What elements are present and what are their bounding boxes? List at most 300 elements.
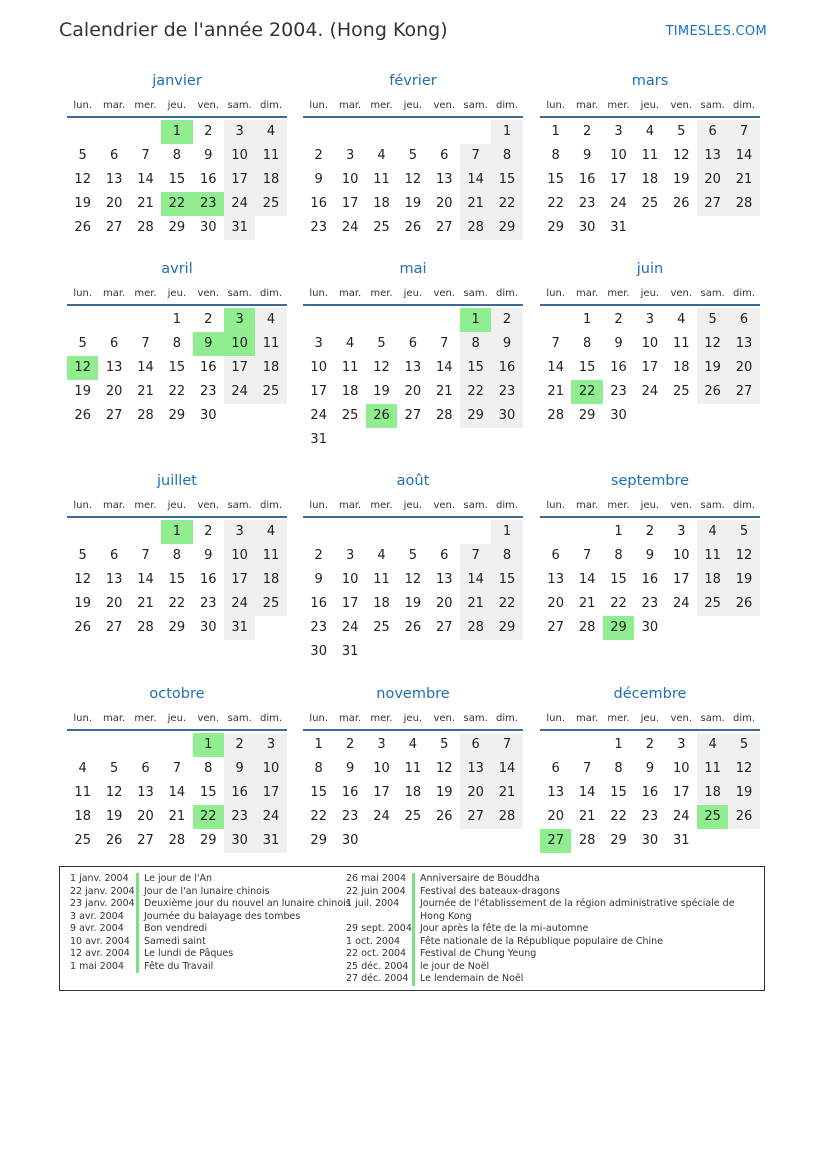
day-cell: 16: [610, 360, 627, 375]
day-cell: 27: [697, 192, 728, 216]
day-cell: 21: [137, 384, 154, 399]
legend-bar: [412, 898, 415, 911]
day-cell: 7: [551, 336, 560, 351]
day-cell: 16: [199, 572, 217, 587]
month-6: [67, 473, 287, 640]
weekday-label: ven.: [670, 713, 693, 724]
weekday-label: dim.: [496, 288, 519, 299]
day-cell: 23: [341, 809, 359, 824]
day-cell: 12: [67, 356, 98, 380]
day-cell: 27: [105, 408, 123, 423]
day-cell: 25: [255, 192, 286, 216]
weekday-label: dim.: [733, 500, 756, 511]
day-cell: 3: [377, 737, 386, 752]
empty-cell: [460, 829, 491, 853]
legend-row: [70, 948, 351, 961]
weekday-label: mer.: [607, 288, 630, 299]
legend-holiday-name: Journée de l'établissement de la région administrative spéciale de: [420, 898, 735, 909]
weekday-label: mar.: [575, 288, 599, 299]
day-cell: 17: [224, 168, 255, 192]
legend-bar: [412, 923, 415, 936]
weekday-label: ven.: [433, 500, 456, 511]
empty-cell: [98, 120, 129, 144]
day-cell: 14: [137, 572, 154, 587]
day-cell: 19: [404, 596, 422, 611]
weekday-label: lun.: [309, 100, 329, 111]
day-cell: 11: [404, 761, 422, 776]
legend-holiday-name: Hong Kong: [420, 910, 472, 922]
empty-cell: [130, 733, 161, 757]
weekday-label: lun.: [73, 288, 93, 299]
day-cell: 17: [310, 384, 327, 399]
weekday-label: jeu.: [640, 288, 660, 299]
day-cell: 1: [460, 308, 491, 332]
day-cell: 4: [377, 148, 386, 163]
day-cell: 20: [728, 356, 759, 380]
day-cell: 23: [199, 384, 217, 399]
day-cell: 26: [366, 404, 397, 428]
month-days: [303, 308, 523, 452]
legend-row: [346, 911, 735, 924]
day-cell: 23: [193, 192, 224, 216]
day-cell: 26: [672, 196, 690, 211]
month-7: [303, 473, 523, 664]
day-cell: 25: [74, 833, 91, 848]
day-cell: 9: [314, 572, 323, 587]
month-8: [540, 473, 760, 640]
day-cell: 18: [373, 196, 390, 211]
day-cell: 12: [404, 572, 422, 587]
day-cell: 29: [610, 833, 627, 848]
site-link[interactable]: TIMESLES.COM: [665, 24, 767, 39]
day-cell: 2: [314, 548, 323, 563]
weekday-header: [67, 96, 287, 116]
weekday-label: mar.: [102, 288, 126, 299]
day-cell: 29: [168, 220, 186, 235]
day-cell: 10: [224, 544, 255, 568]
legend-row: [346, 948, 735, 961]
empty-cell: [697, 616, 728, 640]
day-cell: 4: [645, 124, 654, 139]
day-cell: 2: [345, 737, 355, 752]
week-row: [540, 332, 760, 356]
day-cell: 24: [672, 596, 690, 611]
weekday-label: lun.: [546, 500, 566, 511]
empty-cell: [255, 216, 286, 240]
legend-bar: [136, 948, 139, 961]
legend-date: 22 juin 2004: [346, 885, 406, 897]
day-cell: 6: [141, 761, 150, 776]
legend-row: [70, 923, 351, 936]
day-cell: 13: [697, 144, 728, 168]
day-cell: 5: [728, 733, 759, 757]
weekday-label: lun.: [73, 713, 93, 724]
day-cell: 25: [255, 380, 286, 404]
day-cell: 2: [204, 524, 213, 539]
day-cell: 8: [204, 761, 213, 776]
day-cell: 6: [728, 308, 759, 332]
day-cell: 12: [404, 172, 422, 187]
day-cell: 29: [491, 216, 522, 240]
month-name: avril: [161, 261, 193, 277]
day-cell: 30: [310, 644, 327, 659]
empty-cell: [491, 640, 522, 664]
day-cell: 26: [404, 220, 422, 235]
week-row: [540, 592, 760, 616]
empty-cell: [540, 308, 571, 332]
legend-date: 23 janv. 2004: [70, 898, 135, 909]
day-cell: 28: [728, 192, 759, 216]
day-cell: 17: [672, 785, 690, 800]
day-cell: 4: [255, 120, 286, 144]
week-row: [540, 144, 760, 168]
weekday-label: sam.: [227, 713, 252, 724]
day-cell: 4: [677, 312, 686, 327]
day-cell: 6: [551, 548, 560, 563]
day-cell: 22: [610, 809, 627, 824]
week-row: [303, 120, 523, 144]
day-cell: 4: [255, 308, 286, 332]
week-row: [540, 380, 760, 404]
day-cell: 10: [373, 761, 390, 776]
day-cell: 26: [105, 833, 123, 848]
day-cell: 26: [404, 620, 422, 635]
day-cell: 5: [408, 548, 417, 563]
day-cell: 23: [578, 196, 596, 211]
day-cell: 19: [105, 809, 123, 824]
day-cell: 11: [255, 144, 286, 168]
day-cell: 22: [460, 380, 491, 404]
month-rule: [303, 516, 523, 518]
month-2: [540, 73, 760, 240]
day-cell: 9: [204, 548, 213, 563]
day-cell: 29: [168, 620, 186, 635]
day-cell: 13: [460, 757, 491, 781]
week-row: [540, 404, 760, 428]
day-cell: 16: [491, 356, 522, 380]
day-cell: 19: [74, 196, 91, 211]
day-cell: 3: [345, 148, 355, 163]
day-cell: 9: [224, 757, 255, 781]
weekday-label: mar.: [102, 713, 126, 724]
day-cell: 14: [435, 360, 453, 375]
month-rule: [540, 116, 760, 118]
day-cell: 31: [224, 216, 255, 240]
legend-bar: [136, 873, 139, 886]
day-cell: 3: [224, 520, 255, 544]
day-cell: 5: [440, 737, 449, 752]
day-cell: 4: [697, 520, 728, 544]
day-cell: 1: [582, 312, 592, 327]
weekday-label: mer.: [607, 713, 630, 724]
day-cell: 15: [168, 572, 186, 587]
legend-date: 1 oct. 2004: [346, 935, 401, 947]
day-cell: 11: [641, 148, 659, 163]
day-cell: 20: [105, 196, 123, 211]
week-row: [67, 144, 287, 168]
day-cell: 20: [404, 384, 422, 399]
day-cell: 24: [310, 408, 327, 423]
legend-row: [70, 898, 351, 911]
empty-cell: [460, 640, 491, 664]
day-cell: 21: [547, 384, 564, 399]
legend-bar: [136, 898, 139, 911]
day-cell: 14: [491, 757, 522, 781]
day-cell: 15: [491, 568, 522, 592]
empty-cell: [366, 308, 397, 332]
empty-cell: [303, 308, 334, 332]
weekday-label: jeu.: [640, 713, 660, 724]
day-cell: 7: [491, 733, 522, 757]
holiday-legend: [59, 866, 765, 991]
day-cell: 13: [435, 172, 453, 187]
day-cell: 28: [137, 408, 154, 423]
day-cell: 13: [547, 785, 564, 800]
week-row: [67, 120, 287, 144]
day-cell: 21: [137, 596, 154, 611]
week-row: [540, 168, 760, 192]
day-cell: 13: [547, 572, 564, 587]
empty-cell: [67, 520, 98, 544]
day-cell: 25: [373, 620, 390, 635]
empty-cell: [728, 616, 759, 640]
month-days: [540, 733, 760, 853]
day-cell: 21: [578, 596, 596, 611]
empty-cell: [666, 616, 697, 640]
legend-date: 22 janv. 2004: [70, 885, 135, 897]
month-name: septembre: [610, 473, 690, 489]
legend-row: [70, 911, 351, 924]
day-cell: 10: [341, 572, 359, 587]
day-cell: 15: [168, 172, 186, 187]
day-cell: 17: [341, 196, 359, 211]
day-cell: 28: [168, 833, 186, 848]
month-rule: [67, 729, 287, 731]
legend-row: [346, 936, 735, 949]
day-cell: 1: [161, 520, 192, 544]
weekday-label: sam.: [700, 288, 725, 299]
day-cell: 6: [109, 148, 119, 163]
day-cell: 20: [547, 596, 564, 611]
day-cell: 19: [404, 196, 422, 211]
weekday-label: mer.: [370, 713, 393, 724]
week-row: [67, 544, 287, 568]
month-name: juillet: [157, 473, 197, 489]
day-cell: 3: [677, 737, 686, 752]
month-name: octobre: [149, 686, 205, 702]
empty-cell: [460, 120, 491, 144]
day-cell: 24: [610, 196, 627, 211]
day-cell: 18: [641, 172, 659, 187]
day-cell: 29: [603, 616, 634, 640]
month-rule: [540, 516, 760, 518]
month-rule: [540, 304, 760, 306]
week-row: [540, 757, 760, 781]
day-cell: 17: [255, 781, 286, 805]
day-cell: 21: [728, 168, 759, 192]
day-cell: 24: [373, 809, 390, 824]
weekday-label: jeu.: [403, 500, 423, 511]
day-cell: 1: [172, 312, 181, 327]
day-cell: 20: [105, 596, 123, 611]
legend-row: [346, 961, 735, 974]
weekday-label: mar.: [575, 713, 599, 724]
day-cell: 1: [161, 120, 192, 144]
weekday-label: mer.: [370, 500, 393, 511]
day-cell: 9: [314, 172, 323, 187]
weekday-label: dim.: [733, 288, 756, 299]
week-row: [303, 216, 523, 240]
day-cell: 5: [78, 148, 87, 163]
day-cell: 5: [109, 761, 119, 776]
day-cell: 10: [610, 148, 627, 163]
day-cell: 19: [672, 172, 690, 187]
empty-cell: [697, 829, 728, 853]
day-cell: 13: [105, 572, 123, 587]
day-cell: 10: [224, 332, 255, 356]
day-cell: 23: [491, 380, 522, 404]
weekday-label: ven.: [670, 100, 693, 111]
legend-bar: [136, 886, 139, 899]
month-days: [67, 520, 287, 640]
day-cell: 18: [341, 384, 359, 399]
legend-holiday-name: Jour de l'an lunaire chinois: [144, 885, 270, 897]
day-cell: 24: [641, 384, 659, 399]
legend-date: 9 avr. 2004: [70, 923, 124, 934]
legend-date: 29 sept. 2004: [346, 923, 412, 934]
day-cell: 19: [728, 781, 759, 805]
week-row: [540, 805, 760, 829]
week-row: [303, 757, 523, 781]
weekday-label: sam.: [227, 288, 252, 299]
legend-row: [346, 898, 735, 911]
day-cell: 5: [677, 124, 686, 139]
day-cell: 25: [672, 384, 690, 399]
month-name: janvier: [152, 73, 202, 89]
weekday-label: sam.: [463, 288, 488, 299]
month-1: [303, 73, 523, 240]
weekday-label: sam.: [700, 500, 725, 511]
legend-date: 12 avr. 2004: [70, 948, 130, 959]
empty-cell: [728, 404, 759, 428]
empty-cell: [429, 520, 460, 544]
legend-holiday-name: Fête du Travail: [144, 960, 214, 972]
day-cell: 27: [137, 833, 154, 848]
day-cell: 16: [641, 572, 659, 587]
week-row: [303, 829, 523, 853]
weekday-label: dim.: [733, 713, 756, 724]
month-days: [540, 308, 760, 428]
day-cell: 30: [641, 833, 659, 848]
month-days: [67, 733, 287, 853]
day-cell: 2: [645, 737, 654, 752]
empty-cell: [697, 216, 728, 240]
day-cell: 2: [645, 524, 654, 539]
day-cell: 10: [672, 761, 690, 776]
day-cell: 16: [310, 196, 327, 211]
week-row: [67, 520, 287, 544]
day-cell: 29: [168, 408, 186, 423]
day-cell: 15: [491, 168, 522, 192]
day-cell: 11: [255, 544, 286, 568]
day-cell: 22: [610, 596, 627, 611]
day-cell: 22: [193, 805, 224, 829]
empty-cell: [366, 520, 397, 544]
day-cell: 8: [491, 544, 522, 568]
day-cell: 17: [341, 596, 359, 611]
day-cell: 25: [697, 805, 728, 829]
day-cell: 2: [582, 124, 592, 139]
weekday-label: lun.: [73, 100, 93, 111]
weekday-label: lun.: [546, 100, 566, 111]
legend-row: [346, 923, 735, 936]
weekday-label: ven.: [670, 500, 693, 511]
day-cell: 12: [373, 360, 390, 375]
empty-cell: [303, 120, 334, 144]
day-cell: 6: [109, 336, 119, 351]
empty-cell: [397, 520, 428, 544]
week-row: [303, 404, 523, 428]
week-row: [67, 356, 287, 380]
day-cell: 23: [310, 620, 327, 635]
week-row: [303, 308, 523, 332]
empty-cell: [397, 640, 428, 664]
day-cell: 17: [610, 172, 627, 187]
weekday-label: dim.: [496, 500, 519, 511]
day-cell: 28: [547, 408, 564, 423]
day-cell: 27: [460, 805, 491, 829]
legend-bar: [136, 936, 139, 949]
day-cell: 4: [345, 336, 355, 351]
day-cell: 3: [677, 524, 686, 539]
month-4: [303, 261, 523, 452]
week-row: [303, 805, 523, 829]
empty-cell: [255, 404, 286, 428]
day-cell: 11: [255, 332, 286, 356]
day-cell: 15: [199, 785, 217, 800]
week-row: [540, 520, 760, 544]
weekday-label: mer.: [607, 500, 630, 511]
day-cell: 30: [610, 408, 627, 423]
month-rule: [67, 516, 287, 518]
week-row: [303, 192, 523, 216]
weekday-label: lun.: [309, 288, 329, 299]
week-row: [303, 592, 523, 616]
legend-column-right: [346, 873, 735, 986]
day-cell: 14: [137, 360, 154, 375]
day-cell: 22: [310, 809, 327, 824]
empty-cell: [366, 829, 397, 853]
weekday-label: dim.: [260, 500, 283, 511]
legend-bar: [412, 911, 415, 924]
month-name: mai: [399, 261, 427, 277]
weekday-header: [303, 709, 523, 729]
weekday-label: mar.: [102, 100, 126, 111]
weekday-label: mer.: [134, 500, 157, 511]
day-cell: 20: [697, 168, 728, 192]
empty-cell: [571, 520, 602, 544]
day-cell: 23: [641, 809, 659, 824]
day-cell: 6: [460, 733, 491, 757]
weekday-label: dim.: [496, 100, 519, 111]
day-cell: 11: [373, 572, 390, 587]
weekday-label: dim.: [260, 100, 283, 111]
day-cell: 30: [578, 220, 596, 235]
page-title: Calendrier de l'année 2004. (Hong Kong): [59, 19, 448, 41]
day-cell: 31: [341, 644, 359, 659]
day-cell: 22: [168, 384, 186, 399]
day-cell: 24: [224, 592, 255, 616]
